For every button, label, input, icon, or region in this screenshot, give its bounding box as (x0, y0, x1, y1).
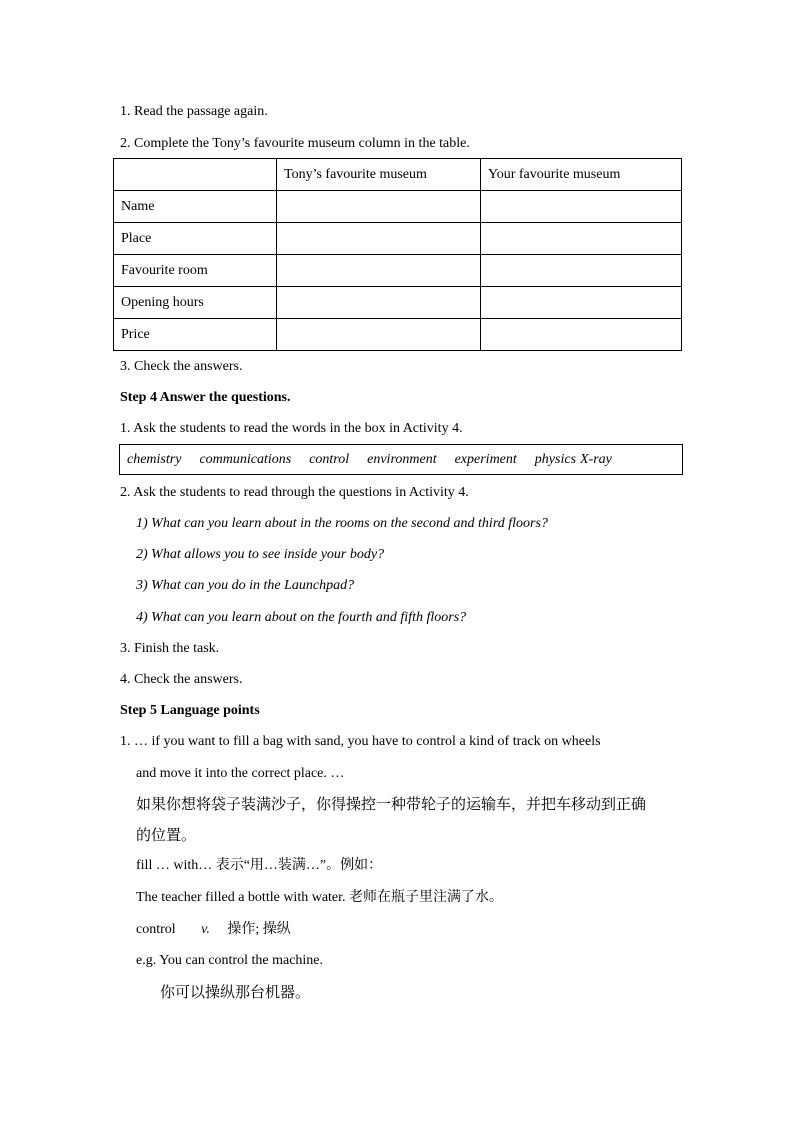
word: control (309, 451, 350, 467)
step4-item-3: 3. Finish the task. (120, 641, 220, 656)
row-label: Price (114, 319, 277, 351)
table-cell (481, 223, 682, 255)
vocab-entry (136, 921, 291, 939)
table-cell (277, 319, 481, 351)
usage-note: fill … with… 表示“用…装满…”。例如： (136, 858, 383, 873)
language-point-text: and move it into the correct place. … (136, 766, 345, 781)
museum-table (113, 158, 682, 351)
table-row (114, 255, 682, 287)
question: 1) What can you learn about in the rooms on the second and third floors? (136, 516, 548, 531)
row-label: Place (114, 223, 277, 255)
table-row (114, 319, 682, 351)
table-header-row (114, 159, 682, 191)
vocab-word: control (136, 922, 176, 937)
table-cell (277, 223, 481, 255)
language-point-text: 1. … if you want to fill a bag with sand, you have to control a kind of track on wheels (120, 734, 601, 749)
vocab-meaning: 操作; 操纵 (227, 922, 291, 937)
table-cell (481, 319, 682, 351)
table-header-cell: Your favourite museum (481, 159, 682, 191)
table-row (114, 191, 682, 223)
word: experiment (454, 451, 517, 467)
table-cell (481, 191, 682, 223)
step4-heading: Step 4 Answer the questions. (120, 390, 291, 405)
chinese-translation: 如果你想将袋子装满沙子，你得操控一种带轮子的运输车，并把车移动到正确 (136, 795, 647, 813)
instruction-2: 2. Complete the Tony’s favourite museum column in the table. (120, 136, 470, 151)
table-cell (277, 287, 481, 319)
table-cell (481, 255, 682, 287)
chinese-translation: 的位置。 (136, 826, 197, 844)
word: physics (534, 451, 577, 467)
example-sentence: e.g. You can control the machine. (136, 953, 324, 968)
table-header-cell: Tony’s favourite museum (277, 159, 481, 191)
example-translation: 你可以操纵那台机器。 (160, 983, 311, 1001)
question: 2) What allows you to see inside your body? (136, 547, 385, 562)
example-sentence: The teacher filled a bottle with water. 老师在瓶子里注满了水。 (136, 890, 504, 905)
step4-item-2: 2. Ask the students to read through the questions in Activity 4. (120, 485, 469, 500)
word: X-ray (580, 451, 612, 467)
question: 4) What can you learn about on the fourth and fifth floors? (136, 610, 467, 625)
part-of-speech: v. (201, 922, 210, 937)
question: 3) What can you do in the Launchpad? (136, 578, 355, 593)
row-label: Opening hours (114, 287, 277, 319)
step4-item-1: 1. Ask the students to read the words in the box in Activity 4. (120, 421, 463, 436)
table-cell (277, 191, 481, 223)
table-cell (481, 287, 682, 319)
word: chemistry (127, 451, 182, 467)
instruction-3: 3. Check the answers. (120, 359, 243, 374)
table-cell (277, 255, 481, 287)
instruction-1: 1. Read the passage again. (120, 104, 268, 119)
step4-item-4: 4. Check the answers. (120, 672, 243, 687)
step5-heading: Step 5 Language points (120, 703, 260, 718)
row-label: Favourite room (114, 255, 277, 287)
table-row (114, 287, 682, 319)
word: environment (367, 451, 437, 467)
word: communications (199, 451, 292, 467)
table-header-cell (114, 159, 277, 191)
row-label: Name (114, 191, 277, 223)
table-row (114, 223, 682, 255)
word-box (119, 444, 683, 475)
